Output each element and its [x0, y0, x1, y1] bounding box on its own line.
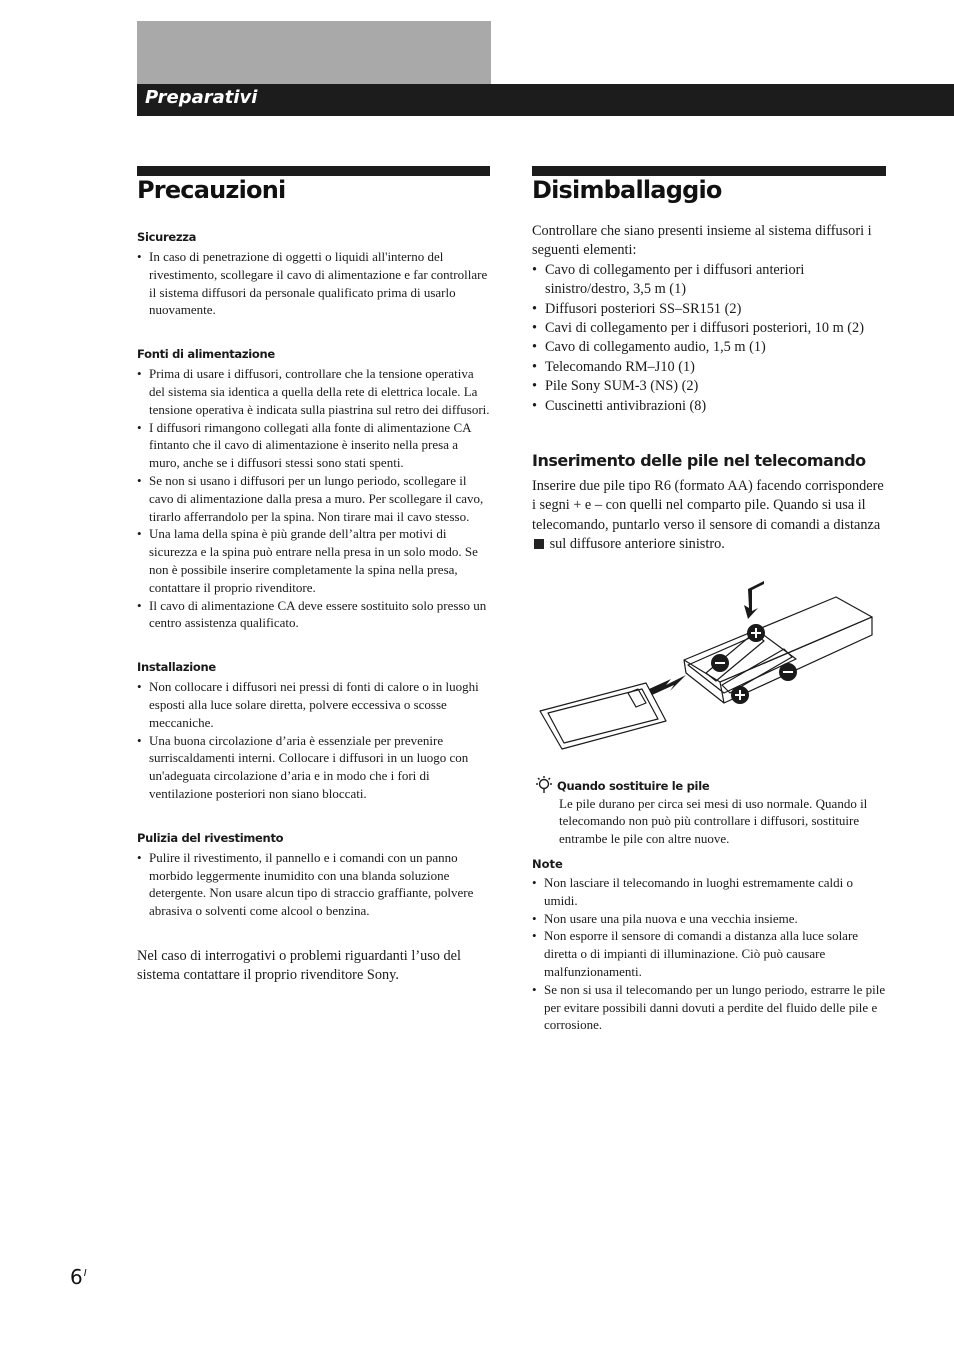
list-item: • Non lasciare il telecomando in luoghi estremamente caldi o umidi. — [532, 874, 888, 910]
tip-block — [532, 778, 888, 848]
list-item: • Una lama della spina è più grande dell’altra per motivi di sicurezza e la spina può entrare nella presa in un solo modo. Se non è possibile inserire completamente la spina nella presa, contattare il proprio rivenditore. — [137, 525, 490, 596]
polarity-marks — [712, 625, 796, 703]
left-column — [137, 229, 490, 985]
header-gray-tab — [137, 21, 491, 84]
closing-paragraph: Nel caso di interrogativi o problemi riguardanti l’uso del sistema contattare il proprio rivenditore Sony. — [137, 947, 461, 983]
disimballaggio-title: Disimballaggio — [532, 176, 722, 204]
section-sicurezza — [137, 229, 490, 319]
insert-arrow-icon — [744, 581, 764, 619]
section-heading: Sicurezza — [137, 230, 197, 244]
remote-sensor-icon — [534, 539, 544, 549]
list-item: • Cavi di collegamento per i diffusori posteriori, 10 m (2) — [532, 319, 888, 338]
list-item: • Non collocare i diffusori nei pressi di fonti di calore o in luoghi esposti alla luce solare diretta, polvere eccessiva o scosse meccaniche. — [137, 678, 490, 731]
tip-text: Le pile durano per circa sei mesi di uso normale. Quando il telecomando non può più controllare i diffusori, sostituire entrambe le pile con altre nuove. — [559, 795, 868, 847]
list-item: • Diffusori posteriori SS–SR151 (2) — [532, 300, 888, 319]
unpack-list — [532, 261, 888, 416]
slide-arrow-icon — [649, 675, 686, 695]
list-item: • Pulire il rivestimento, il pannello e i comandi con un panno morbido leggermente inumidito con una blanda soluzione detergente. Non usare alcun tipo di straccio graffiante, polvere abrasiva o solventi come alcool o benzina. — [137, 849, 490, 920]
left-title-rule — [137, 166, 490, 176]
list-item: • In caso di penetrazione di oggetti o liquidi all'interno del rivestimento, scollegare il cavo di alimentazione e far controllare il sistema diffusori da personale qualificato prima di usarlo nuovamente. — [137, 248, 490, 319]
section-label: Preparativi — [145, 87, 258, 108]
battery-paragraph — [532, 477, 888, 555]
battery-text-end: sul diffusore anteriore sinistro. — [549, 536, 725, 553]
battery-lid — [540, 683, 666, 749]
list-item: • Cavo di collegamento audio, 1,5 m (1) — [532, 338, 888, 357]
tip-title: Quando sostituire le pile — [557, 778, 710, 793]
unpack-intro: Controllare che siano presenti insieme al sistema diffusori i seguenti elementi: — [532, 223, 872, 259]
list-item: • Il cavo di alimentazione CA deve essere sostituito solo presso un centro assistenza qualificato. — [137, 597, 490, 633]
list-item: • Non usare una pila nuova e una vecchia insieme. — [532, 910, 888, 928]
page-number — [70, 1265, 87, 1289]
right-column — [532, 222, 888, 1034]
section-heading: Installazione — [137, 660, 216, 675]
list-item: • I diffusori rimangono collegati alla fonte di alimentazione CA fintanto che il cavo di alimentazione è inserito nella presa a muro, anche se i diffusori stessi sono stati spenti. — [137, 419, 490, 472]
battery-insertion-illustration — [536, 575, 886, 755]
section-fonti-alimentazione — [137, 346, 490, 632]
list-item: • Cavo di collegamento per i diffusori anteriori sinistro/destro, 3,5 m (1) — [532, 261, 888, 300]
note-title: Note — [532, 857, 563, 872]
list-item: • Se non si usa il telecomando per un lungo periodo, estrarre le pile per evitare possibili danni dovuti a perdite del fluido delle pile e corrosione. — [532, 981, 888, 1034]
list-item: • Pile Sony SUM-3 (NS) (2) — [532, 377, 888, 396]
lightbulb-icon — [532, 775, 554, 795]
list-item: • Se non si usano i diffusori per un lungo periodo, scollegare il cavo di alimentazione dalla presa a muro. Per scollegare il cavo, tirarlo afferrandolo per la spina. Non tirare mai il cavo stesso. — [137, 472, 490, 525]
list-item: • Una buona circolazione d’aria è essenziale per prevenire surriscaldamenti interni. Collocare i diffusori in un luogo con un'adeguata circolazione d’aria e in modo che i fori di ventilazione posteriori non siano bloccati. — [137, 732, 490, 803]
remote-body — [684, 597, 872, 682]
notes-list — [532, 874, 888, 1034]
battery-subtitle: Inserimento delle pile nel telecomando — [532, 451, 866, 471]
list-item: • Non esporre il sensore di comandi a distanza alla luce solare diretta o di impianti di illuminazione. Ciò può causare malfunzionamenti. — [532, 927, 888, 980]
battery-compartment — [688, 633, 796, 693]
battery-text-start: Inserire due pile tipo R6 (formato AA) facendo corrispondere i segni + e – con quelli nel comparto pile. Quando si usa il telecomando, puntarlo verso il sensore di comandi a distanza — [532, 478, 884, 533]
section-heading: Pulizia del rivestimento — [137, 830, 284, 845]
list-item: • Prima di usare i diffusori, controllare che la tensione operativa del sistema sia identica a quella della rete di elettrica locale. La tensione operativa è indicata sulla piastrina sul retro dei diffusori. — [137, 365, 490, 418]
section-heading: Fonti di alimentazione — [137, 347, 275, 362]
page-number-value: 6 — [70, 1265, 83, 1289]
section-installazione — [137, 659, 490, 803]
list-item: • Telecomando RM–J10 (1) — [532, 358, 888, 377]
page-language-suffix: I — [83, 1268, 87, 1280]
header-section-bar — [137, 84, 954, 116]
section-pulizia — [137, 830, 490, 920]
precauzioni-title: Precauzioni — [137, 176, 286, 204]
right-title-rule — [532, 166, 886, 176]
list-item: • Cuscinetti antivibrazioni (8) — [532, 397, 888, 416]
